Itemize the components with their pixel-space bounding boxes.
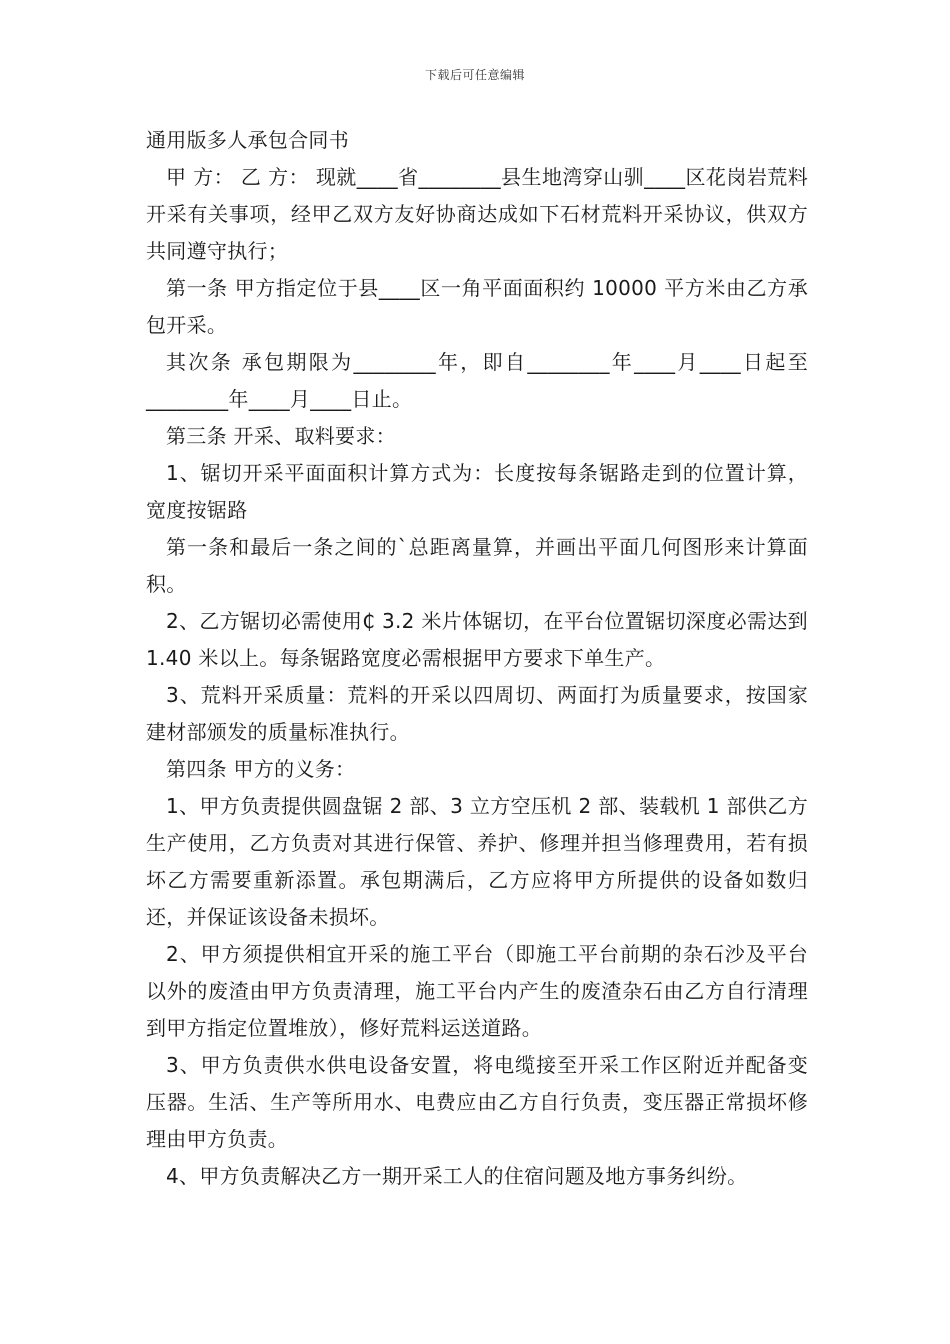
paragraph-article-3-item-1-cont: 第一条和最后一条之间的`总距离量算，并画出平面几何图形来计算面积。 — [146, 535, 808, 596]
paragraph-article-2: 其次条 承包期限为________年，即自________年____月____日起至________年____月____日止。 — [146, 350, 808, 411]
header-note: 下载后可任意编辑 — [424, 68, 525, 82]
document-body — [146, 122, 808, 1195]
paragraph-parties: 甲 方： 乙 方： 现就____省________县生地湾穿山驯____区花岗岩荒料开采有关事项，经甲乙双方友好协商达成如下石材荒料开采协议，供双方共同遵守执行； — [146, 165, 808, 263]
paragraph-article-4-item-4: 4、甲方负责解决乙方一期开采工人的住宿问题及地方事务纠纷。 — [166, 1164, 748, 1188]
document-title: 通用版多人承包合同书 — [146, 128, 349, 152]
paragraph-article-3-item-2: 2、乙方锯切必需使用₵ 3.2 米片体锯切，在平台位置锯切深度必需达到 1.40 米以上。每条锯路宽度必需根据甲方要求下单生产。 — [146, 609, 808, 670]
paragraph-article-4-heading: 第四条 甲方的义务： — [166, 757, 356, 781]
paragraph-article-3-item-3: 3、荒料开采质量：荒料的开采以四周切、两面打为质量要求，按国家建材部颁发的质量标准执行。 — [146, 683, 808, 744]
paragraph-article-4-item-3: 3、甲方负责供水供电设备安置，将电缆接至开采工作区附近并配备变压器。生活、生产等所用水、电费应由乙方自行负责，变压器正常损坏修理由甲方负责。 — [146, 1053, 808, 1151]
paragraph-article-1: 第一条 甲方指定位于县____区一角平面面积约 10000 平方米由乙方承包开采。 — [146, 276, 808, 337]
paragraph-article-4-item-2: 2、甲方须提供相宜开采的施工平台（即施工平台前期的杂石沙及平台以外的废渣由甲方负责清理，施工平台内产生的废渣杂石由乙方自行清理到甲方指定位置堆放），修好荒料运送道路。 — [146, 942, 808, 1040]
paragraph-article-4-item-1: 1、甲方负责提供圆盘锯 2 部、3 立方空压机 2 部、装载机 1 部供乙方生产使用，乙方负责对其进行保管、养护、修理并担当修理费用，若有损坏乙方需要重新添置。承包期满后，乙方应将甲方所提供的设备如数归还，并保证该设备未损坏。 — [146, 794, 808, 929]
paragraph-article-3-item-1: 1、锯切开采平面面积计算方式为：长度按每条锯路走到的位置计算，宽度按锯路 — [146, 461, 808, 522]
paragraph-article-3-heading: 第三条 开采、取料要求： — [166, 424, 396, 448]
